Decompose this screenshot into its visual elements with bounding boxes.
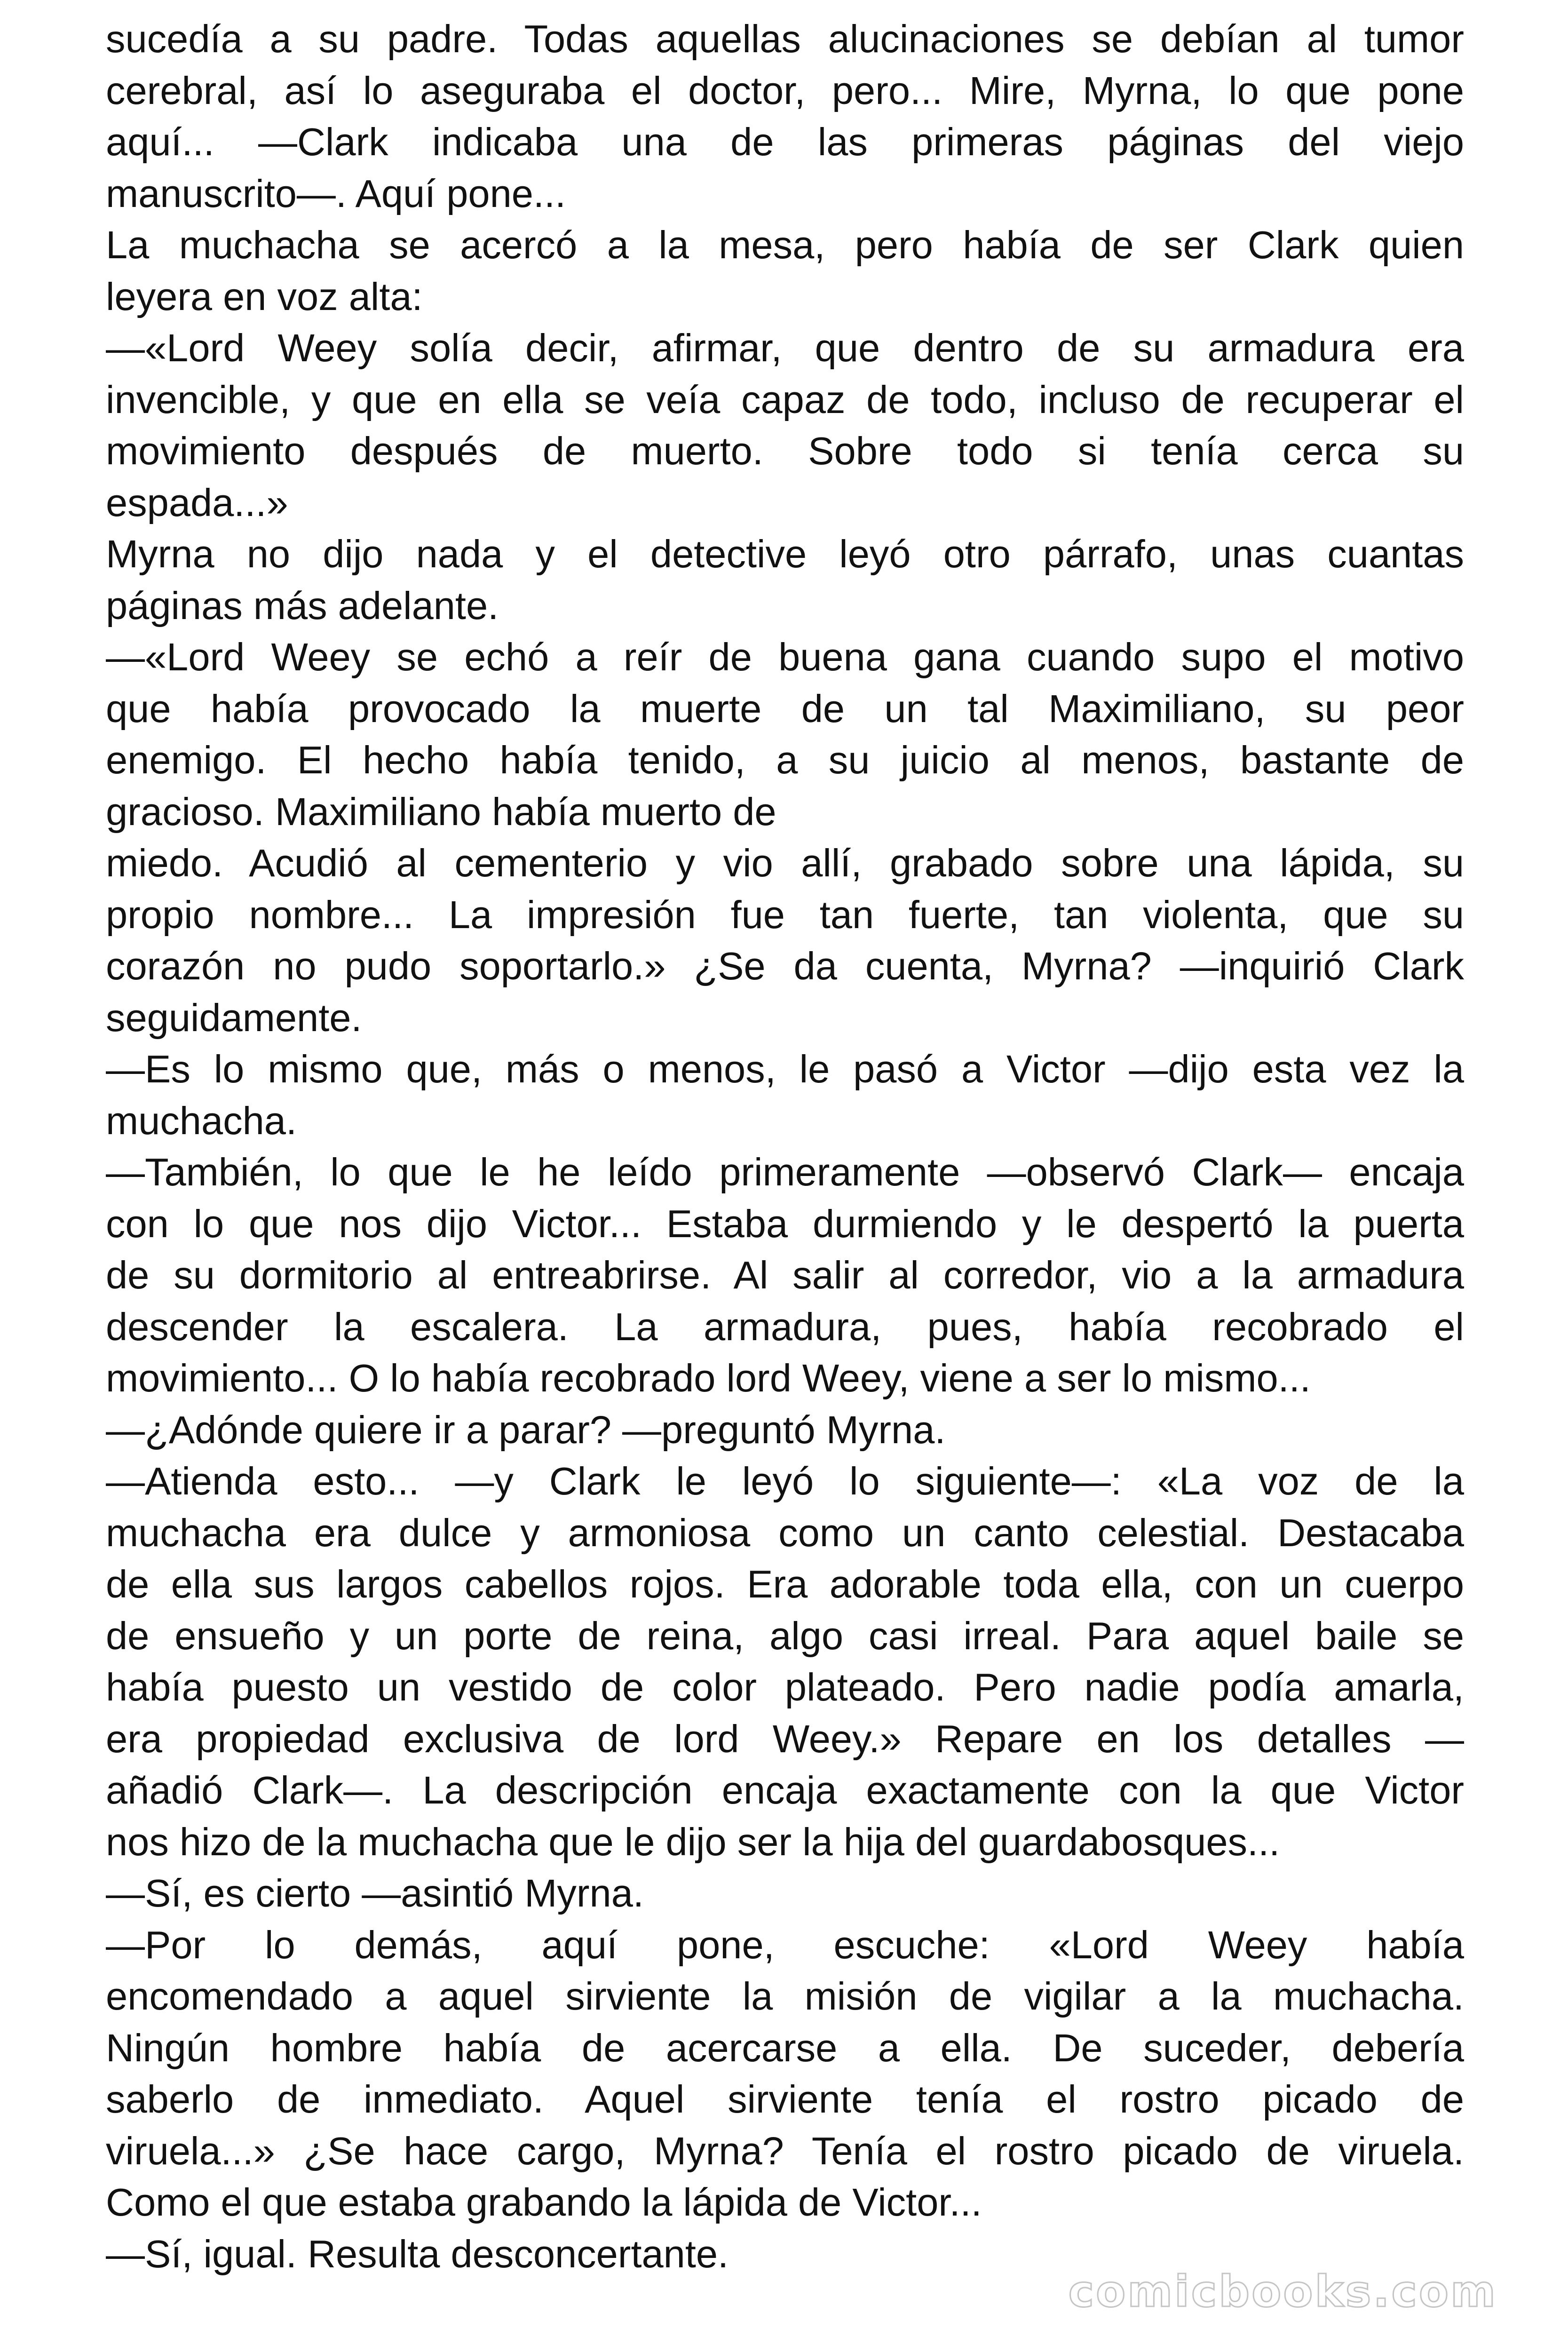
text-line: invencible, y que en ella se veía capaz de todo, incluso de recuperar el bbox=[106, 377, 1464, 421]
text-line: Ningún hombre había de acercarse a ella. De suceder, debería bbox=[106, 2026, 1464, 2070]
text-line: había puesto un vestido de color plateado. Pero nadie podía amarla, bbox=[106, 1665, 1464, 1709]
text-line: propio nombre... La impresión fue tan fuerte, tan violenta, que su bbox=[106, 892, 1464, 937]
text-line: miedo. Acudió al cementerio y vio allí, grabado sobre una lápida, su bbox=[106, 841, 1464, 885]
text-line: movimiento después de muerto. Sobre todo si tenía cerca su bbox=[106, 429, 1464, 473]
text-line: —Es lo mismo que, más o menos, le pasó a Victor —dijo esta vez la bbox=[106, 1047, 1464, 1091]
text-line: —También, lo que le he leído primeramente —observó Clark— encaja bbox=[106, 1150, 1464, 1194]
text-line: encomendado a aquel sirviente la misión de vigilar a la muchacha. bbox=[106, 1974, 1464, 2018]
text-line: aquí... —Clark indicaba una de las primeras páginas del viejo bbox=[106, 120, 1464, 164]
text-line: espada...» bbox=[106, 480, 288, 524]
text-line: —Atienda esto... —y Clark le leyó lo siguiente—: «La voz de la bbox=[106, 1459, 1464, 1503]
text-line: saberlo de inmediato. Aquel sirviente tenía el rostro picado de bbox=[106, 2077, 1464, 2121]
text-line: viruela...» ¿Se hace cargo, Myrna? Tenía el rostro picado de viruela. bbox=[106, 2129, 1464, 2173]
text-line: movimiento... O lo había recobrado lord Weey, viene a ser lo mismo... bbox=[106, 1356, 1311, 1400]
text-line: cerebral, así lo aseguraba el doctor, pero... Mire, Myrna, lo que pone bbox=[106, 68, 1464, 112]
text-line: añadió Clark—. La descripción encaja exactamente con la que Victor bbox=[106, 1768, 1464, 1812]
text-line: —Por lo demás, aquí pone, escuche: «Lord Weey había bbox=[106, 1923, 1464, 1967]
text-line: —«Lord Weey solía decir, afirmar, que dentro de su armadura era bbox=[106, 326, 1464, 370]
text-line: páginas más adelante. bbox=[106, 583, 499, 628]
text-line: leyera en voz alta: bbox=[106, 274, 423, 318]
text-line: seguidamente. bbox=[106, 995, 362, 1040]
text-line: de ella sus largos cabellos rojos. Era adorable toda ella, con un cuerpo bbox=[106, 1562, 1464, 1606]
text-line: descender la escalera. La armadura, pues, había recobrado el bbox=[106, 1304, 1464, 1349]
text-line: con lo que nos dijo Victor... Estaba durmiendo y le despertó la puerta bbox=[106, 1201, 1464, 1246]
text-line: sucedía a su padre. Todas aquellas alucinaciones se debían al tumor bbox=[106, 17, 1464, 61]
text-line: Myrna no dijo nada y el detective leyó otro párrafo, unas cuantas bbox=[106, 532, 1464, 576]
text-line: muchacha. bbox=[106, 1098, 297, 1143]
text-line: —«Lord Weey se echó a reír de buena gana cuando supo el motivo bbox=[106, 635, 1464, 679]
text-line: gracioso. Maximiliano había muerto de bbox=[106, 789, 776, 834]
body-text bbox=[106, 13, 1464, 2280]
text-line: muchacha era dulce y armoniosa como un canto celestial. Destacaba bbox=[106, 1510, 1464, 1555]
text-line: —¿Adónde quiere ir a parar? —preguntó Myrna. bbox=[106, 1407, 946, 1452]
text-line: que había provocado la muerte de un tal Maximiliano, su peor bbox=[106, 686, 1464, 731]
text-line: enemigo. El hecho había tenido, a su juicio al menos, bastante de bbox=[106, 738, 1464, 782]
text-line: de ensueño y un porte de reina, algo casi irreal. Para aquel baile se bbox=[106, 1613, 1464, 1658]
text-line: —Sí, igual. Resulta desconcertante. bbox=[106, 2232, 729, 2276]
text-line: Como el que estaba grabando la lápida de Victor... bbox=[106, 2180, 982, 2224]
text-line: corazón no pudo soportarlo.» ¿Se da cuenta, Myrna? —inquirió Clark bbox=[106, 944, 1464, 988]
text-line: era propiedad exclusiva de lord Weey.» Repare en los detalles — bbox=[106, 1716, 1464, 1761]
text-line: nos hizo de la muchacha que le dijo ser la hija del guardabosques... bbox=[106, 1820, 1280, 1864]
text-line: manuscrito—. Aquí pone... bbox=[106, 171, 566, 215]
text-line: La muchacha se acercó a la mesa, pero había de ser Clark quien bbox=[106, 223, 1464, 267]
watermark: comicbooks.com bbox=[1068, 2266, 1497, 2317]
text-line: de su dormitorio al entreabrirse. Al salir al corredor, vio a la armadura bbox=[106, 1253, 1464, 1297]
text-line: —Sí, es cierto —asintió Myrna. bbox=[106, 1871, 644, 1915]
